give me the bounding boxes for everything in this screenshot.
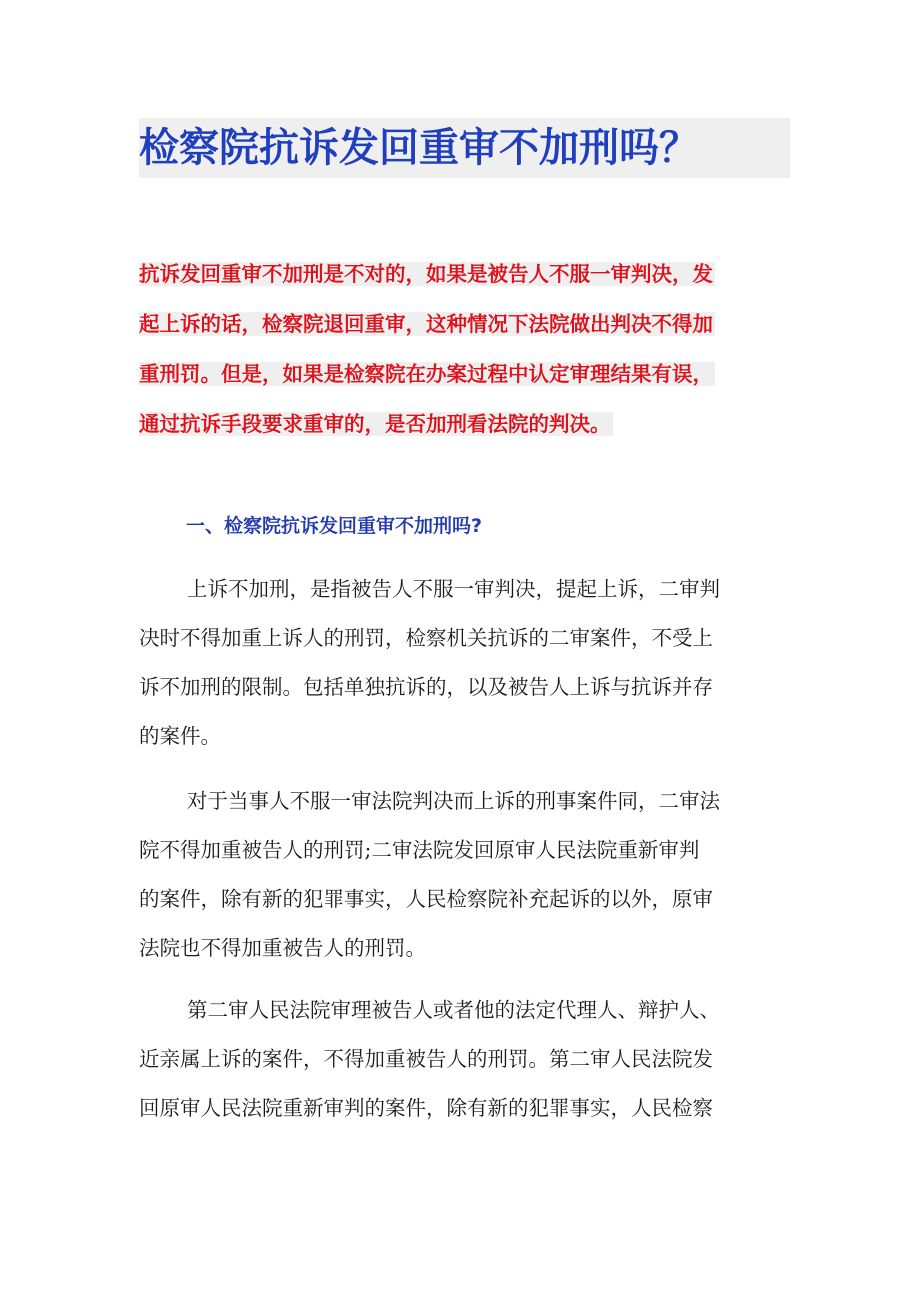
paragraph-1 bbox=[139, 565, 784, 761]
paragraph-line: 的案件，除有新的犯罪事实，人民检察院补充起诉的以外，原审 bbox=[139, 887, 713, 911]
summary-line-text: 起上诉的话，检察院退回重审，这种情况下法院做出判决不得加 bbox=[139, 312, 713, 336]
summary-block bbox=[139, 255, 784, 455]
summary-line bbox=[139, 355, 784, 393]
paragraph-line: 的案件。 bbox=[139, 724, 221, 748]
paragraph-line: 法院也不得加重被告人的刑罚。 bbox=[139, 936, 426, 960]
summary-line-text: 通过抗诉手段要求重审的，是否加刑看法院的判决。 bbox=[139, 412, 611, 436]
summary-line bbox=[139, 255, 784, 293]
summary-line bbox=[139, 405, 784, 443]
paragraph-line: 近亲属上诉的案件，不得加重被告人的刑罚。第二审人民法院发 bbox=[139, 1047, 713, 1071]
section-heading: 一、检察院抗诉发回重审不加刑吗? bbox=[186, 515, 483, 537]
paragraph-line: 上诉不加刑，是指被告人不服一审判决，提起上诉，二审判 bbox=[187, 577, 720, 601]
paragraph-line: 对于当事人不服一审法院判决而上诉的刑事案件同，二审法 bbox=[187, 789, 720, 813]
paragraph-line: 回原审人民法院重新审判的案件，除有新的犯罪事实，人民检察 bbox=[139, 1096, 713, 1120]
paragraph-3 bbox=[139, 986, 784, 1133]
paragraph-2 bbox=[139, 777, 784, 973]
paragraph-line: 诉不加刑的限制。包括单独抗诉的，以及被告人上诉与抗诉并存 bbox=[139, 675, 713, 699]
summary-line bbox=[139, 305, 784, 343]
paragraph-line: 第二审人民法院审理被告人或者他的法定代理人、辩护人、 bbox=[187, 998, 720, 1022]
page-title: 检察院抗诉发回重审不加刑吗？ bbox=[139, 118, 790, 178]
paragraph-line: 院不得加重被告人的刑罚;二审法院发回原审人民法院重新审判 bbox=[139, 838, 700, 862]
summary-line-text: 抗诉发回重审不加刑是不对的，如果是被告人不服一审判决，发 bbox=[139, 262, 713, 286]
paragraph-line: 决时不得加重上诉人的刑罚，检察机关抗诉的二审案件，不受上 bbox=[139, 626, 713, 650]
summary-line-text: 重刑罚。但是，如果是检察院在办案过程中认定审理结果有误， bbox=[139, 362, 713, 386]
